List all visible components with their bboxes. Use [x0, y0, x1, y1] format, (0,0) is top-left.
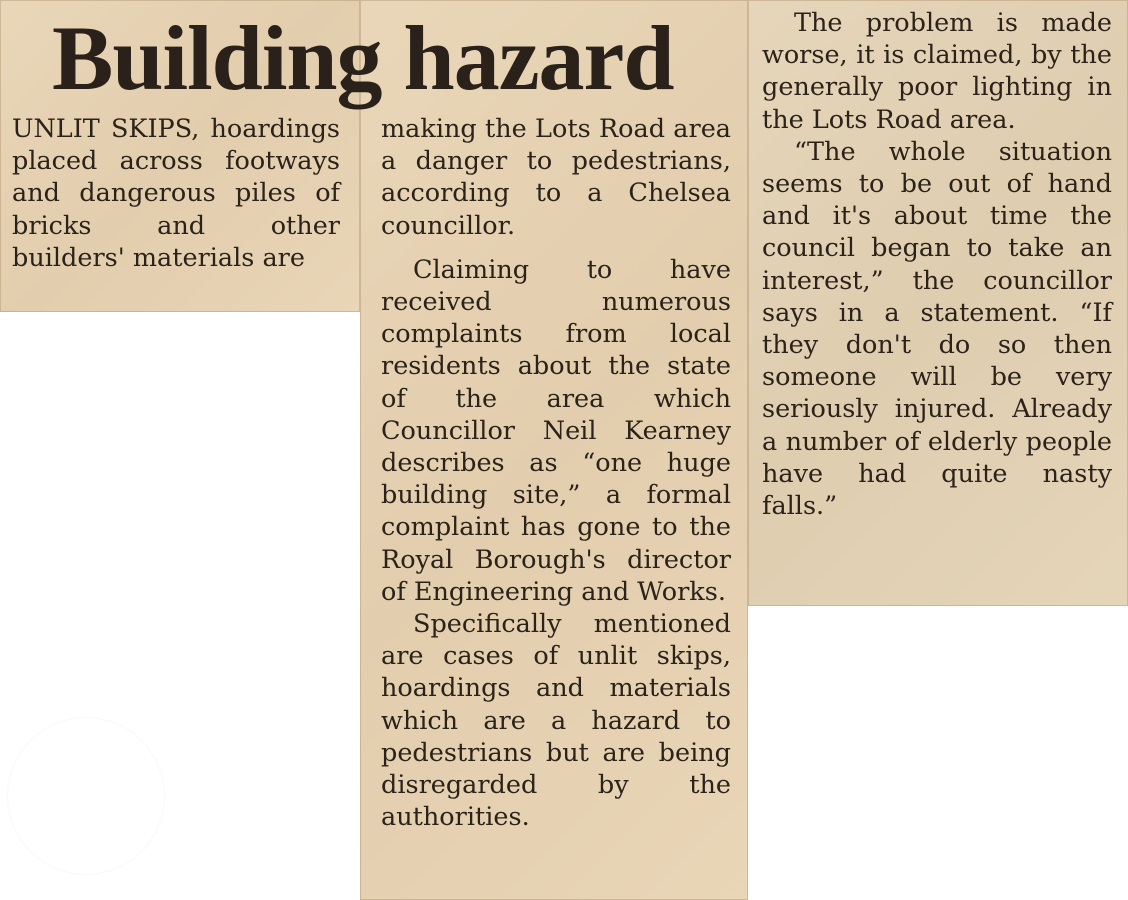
paragraph: Claiming to have received numerous complaints from local residents about the state of the area which Councillor Neil Kearney describes as “one huge building site,” a formal complaint has gone to the Royal Borough's director of Engineering and Works. [381, 254, 731, 607]
paragraph: UNLIT SKIPS, hoardings placed across footways and dangerous piles of bricks and other builders' materials are [12, 114, 340, 273]
article-column-2 [381, 113, 731, 833]
white-circle-mark [8, 718, 164, 874]
article-column-1 [12, 113, 340, 274]
paragraph: making the Lots Road area a danger to pedestrians, according to a Chelsea councillor. [381, 114, 731, 241]
headline: Building hazard [52, 7, 674, 109]
paragraph: Specifically mentioned are cases of unlit skips, hoardings and materials which are a hazard to pedestrians but are being disregarded by the authorities. [381, 609, 731, 833]
paragraph: The problem is made worse, it is claimed, by the generally poor lighting in the Lots Road area. [762, 8, 1112, 135]
paragraph: “The whole situation seems to be out of hand and it's about time the council began to take an interest,” the councillor says in a statement. “If they don't do so then someone will be very seriously injured. Already a number of elderly people have had quite nasty falls.” [762, 136, 1112, 522]
article-column-3 [762, 7, 1112, 522]
